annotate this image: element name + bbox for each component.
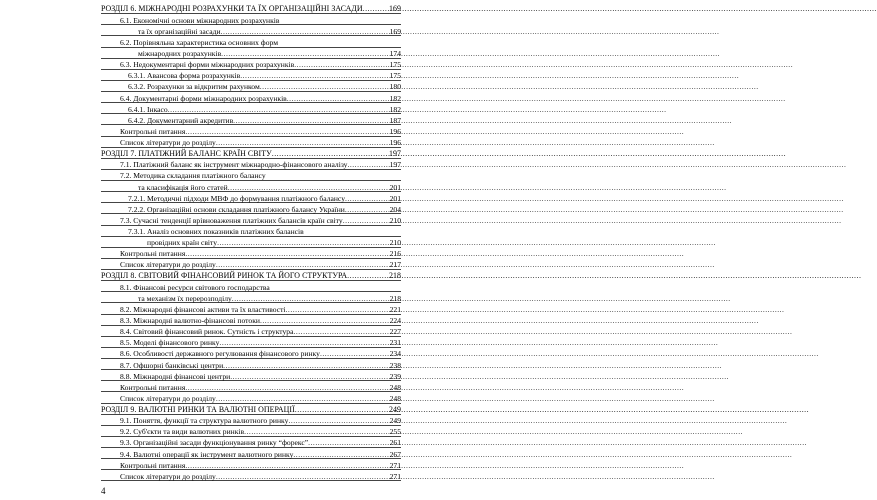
- toc-row: [101, 48, 401, 59]
- toc-entry-title: РОЗДІЛ 7. ПЛАТІЖНИЙ БАЛАНС КРАЇН СВІТУ: [101, 148, 272, 158]
- toc-entry-title: Список літератури до розділу: [120, 393, 216, 403]
- toc-entry-title: 8.8. Міжнародні фінансові центри: [120, 371, 231, 381]
- toc-page-number: 196: [389, 126, 401, 136]
- toc-entry-title: 6.3. Недокументарні форми міжнародних розрахунків: [120, 60, 295, 70]
- toc-page-number: 175: [389, 71, 401, 81]
- toc-page-number: 234: [389, 349, 401, 359]
- toc-dot-leader: [223, 362, 389, 370]
- toc-entry-title: 9.2. Суб'єкти та види валютних ринків: [120, 427, 245, 437]
- toc-page-number: 248: [389, 382, 401, 392]
- toc-row: [101, 181, 401, 192]
- toc-entry-title: 7.3.1. Аналіз основних показників платіжних балансів: [128, 227, 304, 237]
- toc-entry-title: Список літератури до розділу: [120, 260, 216, 270]
- toc-page-number: 187: [389, 115, 401, 125]
- toc-entry-title: міжнародних розрахунків: [138, 49, 222, 59]
- toc-dot-leader: [216, 139, 389, 147]
- toc-dot-leader: [185, 462, 389, 470]
- toc-entry-title: Контрольні питання: [120, 126, 186, 136]
- toc-dot-leader: [363, 5, 389, 13]
- toc-row: [101, 470, 401, 481]
- toc-entry-title: провідних країн світу: [147, 238, 218, 248]
- toc-entry-title: 9.1. Поняття, функції та структура валютного ринку: [120, 416, 289, 426]
- toc-row: [101, 281, 401, 292]
- toc-dot-leader: [233, 117, 389, 125]
- toc-dot-leader: [216, 473, 389, 481]
- toc-row: [101, 214, 401, 225]
- toc-page-number: 182: [389, 104, 401, 114]
- toc-dot-leader: [308, 439, 389, 447]
- toc-row: [101, 125, 401, 136]
- toc-page-number: 201: [389, 193, 401, 203]
- toc-page-number: 249: [389, 404, 401, 414]
- toc-dot-leader: [294, 61, 389, 69]
- toc-row: [101, 25, 401, 36]
- toc-entry-title: РОЗДІЛ 9. ВАЛЮТНІ РИНКИ ТА ВАЛЮТНІ ОПЕРАЦІЇ: [101, 404, 295, 414]
- toc-page-number: 217: [389, 260, 401, 270]
- toc-entry-title: 7.2.1. Методичні підходи МВФ до формування платіжного балансу: [128, 193, 345, 203]
- toc-entry-title: Контрольні питання: [120, 382, 186, 392]
- toc-dot-leader: [272, 150, 389, 158]
- toc-dot-leader: [228, 184, 389, 192]
- toc-page-number: 239: [389, 371, 401, 381]
- toc-row: [101, 359, 401, 370]
- toc-page-number: 197: [389, 160, 401, 170]
- toc-dot-leader: [240, 72, 389, 80]
- toc-row: [101, 137, 401, 148]
- toc-dot-leader: [295, 406, 389, 414]
- toc-row: [101, 103, 401, 114]
- toc-entry-title: Контрольні питання: [120, 249, 186, 259]
- toc-page-number: 201: [389, 182, 401, 192]
- toc-entry-title: 8.3. Міжнародні валютно-фінансові потоки: [120, 316, 260, 326]
- toc-row: [101, 292, 401, 303]
- toc-page-number: 271: [389, 471, 401, 481]
- toc-page-number: 218: [389, 293, 401, 303]
- toc-dot-leader: [219, 339, 389, 347]
- toc-row: [101, 426, 401, 437]
- toc-page-number: 196: [389, 138, 401, 148]
- toc-row: [101, 170, 401, 181]
- toc-page-number: 174: [389, 49, 401, 59]
- toc-section-row: [101, 270, 401, 281]
- toc-entry-title: 6.4.1. Інкасо: [128, 104, 168, 114]
- toc-row: [101, 248, 401, 259]
- toc-page-number: 255: [389, 427, 401, 437]
- toc-page-number: 204: [389, 204, 401, 214]
- toc-entry-title: 7.2.2. Організаційні основи складання платіжного балансу України: [128, 204, 345, 214]
- toc-dot-leader: [185, 384, 389, 392]
- toc-section-row: [101, 404, 401, 415]
- toc-entry-title: 7.1. Платіжний баланс як інструмент міжнародно-фінансового аналізу: [120, 160, 348, 170]
- toc-row: [101, 226, 401, 237]
- toc-dot-leader: [168, 106, 389, 114]
- table-of-contents: [101, 3, 401, 481]
- toc-page-number: 210: [389, 215, 401, 225]
- toc-dot-leader: [320, 350, 389, 358]
- toc-row: [101, 370, 401, 381]
- toc-dot-leader: [293, 451, 389, 459]
- toc-entry-title: 7.3. Сучасні тенденції врівноваження платіжних балансів країн світу: [120, 215, 343, 225]
- toc-dot-leader: [343, 217, 389, 225]
- toc-row: [101, 81, 401, 92]
- toc-row: [101, 315, 401, 326]
- toc-entry-title: 9.4. Валютні операції як інструмент валютного ринку: [120, 449, 294, 459]
- toc-row: [101, 114, 401, 125]
- toc-entry-title: 6.3.2. Розрахунки за відкритим рахунком: [128, 82, 260, 92]
- toc-dot-leader: [293, 328, 389, 336]
- toc-page-number: 261: [389, 438, 401, 448]
- toc-entry-title: та класифікація його статей: [138, 182, 228, 192]
- toc-page-number: 216: [389, 249, 401, 259]
- toc-entry-title: та їх організаційні засади: [138, 26, 221, 36]
- toc-page-number: 224: [389, 316, 401, 326]
- toc-entry-title: РОЗДІЛ 8. СВІТОВИЙ ФІНАНСОВИЙ РИНОК ТА ЙОГО СТРУКТУРА: [101, 271, 348, 281]
- toc-entry-title: 8.2. Міжнародні фінансові активи та їх властивості: [120, 304, 286, 314]
- toc-page-number: 238: [389, 360, 401, 370]
- toc-row: [101, 259, 401, 270]
- toc-row: [101, 59, 401, 70]
- toc-page-number: 197: [389, 148, 401, 158]
- toc-row: [101, 203, 401, 214]
- toc-page-number: 227: [389, 327, 401, 337]
- toc-dot-leader: [185, 250, 389, 258]
- toc-row: [101, 459, 401, 470]
- toc-dot-leader: [286, 306, 389, 314]
- toc-row: [101, 36, 401, 47]
- toc-entry-title: Контрольні питання: [120, 460, 186, 470]
- toc-page-number: 169: [389, 26, 401, 36]
- toc-row: [101, 381, 401, 392]
- toc-entry-title: 6.1. Економічні основи міжнародних розрахунків: [120, 15, 280, 25]
- toc-dot-leader: [221, 28, 389, 36]
- toc-page-number: 249: [389, 416, 401, 426]
- toc-dot-leader: [347, 161, 389, 169]
- toc-entry-title: 8.4. Світовий фінансовий ринок. Сутність і структура: [120, 327, 294, 337]
- toc-row: [101, 326, 401, 337]
- toc-dot-leader: [287, 95, 389, 103]
- toc-dot-leader: [232, 295, 389, 303]
- page-number: 4: [101, 486, 106, 496]
- toc-dot-leader: [345, 206, 389, 214]
- toc-page-number: 182: [389, 93, 401, 103]
- toc-page-number: 248: [389, 393, 401, 403]
- toc-row: [101, 337, 401, 348]
- toc-dot-leader: [244, 428, 389, 436]
- toc-dot-leader: [347, 272, 389, 280]
- toc-dot-leader: [345, 195, 389, 203]
- toc-page-number: 267: [389, 449, 401, 459]
- toc-row: [101, 159, 401, 170]
- toc-entry-title: 8.1. Фінансові ресурси світового господарства: [120, 282, 270, 292]
- toc-dot-leader: [260, 83, 389, 91]
- toc-page-number: 221: [389, 304, 401, 314]
- toc-row: [101, 192, 401, 203]
- toc-page-number: 271: [389, 460, 401, 470]
- toc-entry-title: 8.7. Офшорні банківські центри: [120, 360, 224, 370]
- toc-dot-leader: [216, 395, 389, 403]
- toc-page-number: 231: [389, 338, 401, 348]
- toc-page-number: 175: [389, 60, 401, 70]
- toc-entry-title: 6.4.2. Документарний акредитив: [128, 115, 234, 125]
- toc-entry-title: 9.3. Організаційні засади функціонування ринку “форекс”: [120, 438, 309, 448]
- toc-row: [101, 70, 401, 81]
- toc-entry-title: 6.3.1. Авансова форма розрахунків: [128, 71, 241, 81]
- toc-dot-leader: [260, 317, 389, 325]
- toc-row: [101, 237, 401, 248]
- toc-page-number: 169: [389, 4, 401, 14]
- toc-dot-leader: [221, 50, 389, 58]
- toc-section-row: [101, 3, 401, 14]
- toc-entry-title: 6.4. Документарні форми міжнародних розрахунків: [120, 93, 287, 103]
- toc-page-number: 210: [389, 238, 401, 248]
- toc-dot-leader: [288, 417, 389, 425]
- toc-entry-title: 6.2. Порівняльна характеристика основних форм: [120, 37, 279, 47]
- toc-entry-title: Список літератури до розділу: [120, 471, 216, 481]
- toc-row: [101, 348, 401, 359]
- toc-row: [101, 437, 401, 448]
- toc-entry-title: 7.2. Методика складання платіжного балансу: [120, 171, 266, 181]
- toc-entry-title: Список літератури до розділу: [120, 138, 216, 148]
- toc-row: [101, 14, 401, 25]
- toc-page-number: 218: [389, 271, 401, 281]
- toc-row: [101, 415, 401, 426]
- toc-section-row: [101, 148, 401, 159]
- toc-row: [101, 448, 401, 459]
- toc-row: [101, 392, 401, 403]
- toc-page-number: 180: [389, 82, 401, 92]
- toc-entry-title: 8.6. Особливості державного регулювання фінансового ринку: [120, 349, 320, 359]
- toc-dot-leader: [216, 261, 389, 269]
- toc-entry-title: РОЗДІЛ 6. МІЖНАРОДНІ РОЗРАХУНКИ ТА ЇХ ОРГАНІЗАЦІЙНІ ЗАСАДИ: [101, 4, 363, 14]
- toc-entry-title: та механізм їх перерозподілу: [138, 293, 232, 303]
- toc-row: [101, 92, 401, 103]
- toc-dot-leader: [185, 128, 389, 136]
- toc-row: [101, 303, 401, 314]
- toc-entry-title: 8.5. Моделі фінансового ринку: [120, 338, 220, 348]
- toc-dot-leader: [230, 373, 389, 381]
- toc-dot-leader: [217, 239, 389, 247]
